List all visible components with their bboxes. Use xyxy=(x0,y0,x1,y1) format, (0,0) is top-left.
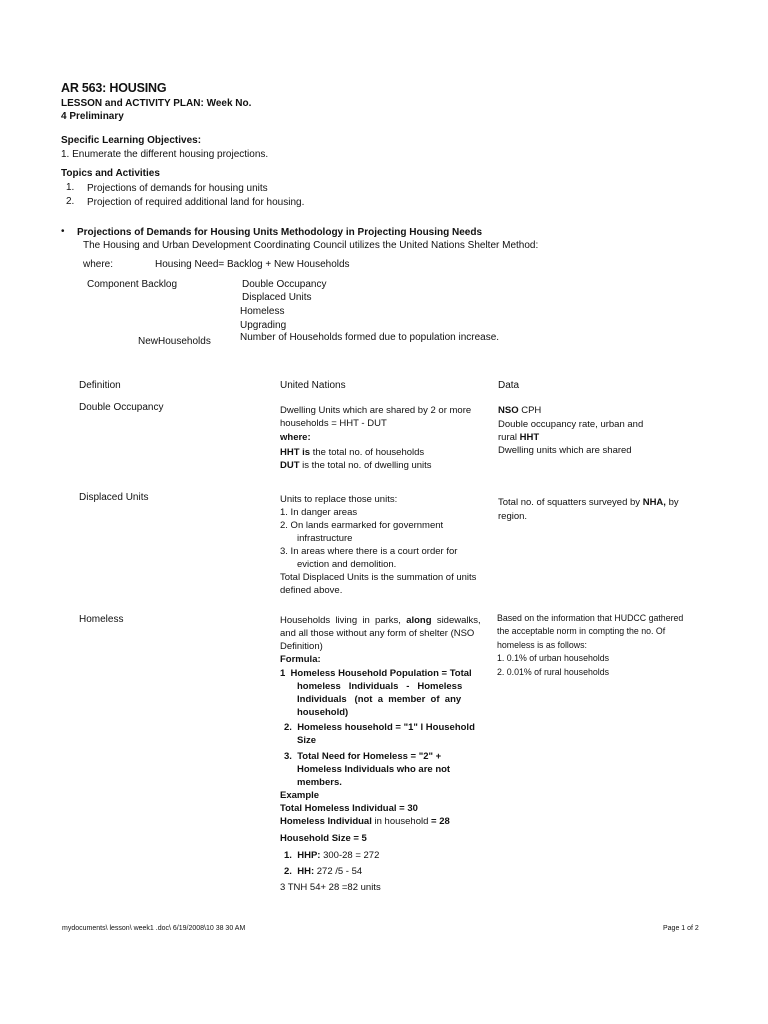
term-definition: the total no. of households xyxy=(310,447,425,458)
formula-step: 3. Total Need for Homeless = "2" + xyxy=(284,751,442,762)
term: DUT xyxy=(280,460,300,471)
calc-line: 272 /5 - 54 xyxy=(314,866,363,877)
cell-line: along xyxy=(406,615,432,626)
objectives-heading: Specific Learning Objectives: xyxy=(61,135,202,146)
calc-line: 300-28 = 272 xyxy=(320,850,380,861)
topic-item: Projections of demands for housing units xyxy=(87,183,268,194)
formula-step: Size xyxy=(297,735,317,746)
calc-num: 1. xyxy=(284,850,292,861)
plan-title-line2: 4 Preliminary xyxy=(61,111,124,122)
cell-line: Double occupancy rate, urban and xyxy=(498,419,644,430)
cell-line: 1. In danger areas xyxy=(280,507,358,518)
cell-line: where: xyxy=(280,432,311,443)
component-item: Homeless xyxy=(240,306,285,317)
formula-step: Homeless Individuals who are not xyxy=(297,764,451,775)
cell-line: defined above. xyxy=(280,585,343,596)
term-definition: is the total no. of dwelling units xyxy=(299,460,432,471)
cell-line: 2. On lands earmarked for government xyxy=(280,520,444,531)
topic-item: Projection of required additional land for housing. xyxy=(87,197,305,208)
topic-num: 2. xyxy=(66,196,75,207)
calc-num: 2. xyxy=(284,866,292,877)
topics-heading: Topics and Activities xyxy=(61,168,160,179)
row-definition-double-occupancy: Double Occupancy xyxy=(79,402,164,413)
formula-label: Formula: xyxy=(280,654,321,665)
table-header-definition: Definition xyxy=(79,380,121,391)
source: NSO xyxy=(498,405,519,416)
component-backlog-label: Component Backlog xyxy=(87,279,178,290)
plan-title-line1: LESSON and ACTIVITY PLAN: Week No. xyxy=(61,98,252,109)
cell-line: homeless is as follows: xyxy=(497,639,587,650)
page-number: Page 1 of 2 xyxy=(663,925,699,932)
component-item: Upgrading xyxy=(240,320,287,331)
example-line: in household xyxy=(371,816,432,827)
example-line: Total Homeless Individual = 30 xyxy=(280,803,418,814)
section-heading: Projections of Demands for Housing Units Methodology in Projecting Housing Needs xyxy=(77,227,483,238)
cell-line: 3. In areas where there is a court order for xyxy=(280,546,458,557)
cell-line: Definition) xyxy=(280,641,323,652)
where-label: where: xyxy=(83,259,114,270)
data-cell-double-occupancy xyxy=(498,404,718,457)
component-item: Displaced Units xyxy=(242,292,312,303)
cell-line: sidewalks, xyxy=(431,615,481,626)
cell-line: Units to replace those units: xyxy=(280,494,398,505)
cell-line: Total no. of squatters surveyed by xyxy=(498,497,643,508)
cell-line: Based on the information that HUDCC gathered xyxy=(497,613,684,623)
new-households-label: NewHouseholds xyxy=(138,336,211,347)
source: NHA, xyxy=(642,497,666,508)
un-cell-homeless xyxy=(280,614,490,894)
formula-step: homeless Individuals - Homeless xyxy=(297,681,463,692)
new-households-description: Number of Households formed due to population increase. xyxy=(240,332,500,343)
cell-line: households = HHT - DUT xyxy=(280,418,387,429)
bullet-icon: • xyxy=(61,226,65,237)
footer-path: mydocuments\ lesson\ week1 .doc\ 6/19/2008\10 38 30 AM xyxy=(62,925,246,932)
example-line: = 28 xyxy=(431,816,450,827)
cell-line: Total Displaced Units is the summation of units xyxy=(280,572,477,583)
component-item: Double Occupancy xyxy=(242,279,327,290)
term: HHT xyxy=(519,432,540,443)
formula-step: household) xyxy=(297,707,349,718)
cell-line: rural xyxy=(498,432,520,443)
housing-need-formula: Housing Need= Backlog + New Households xyxy=(155,259,350,270)
calc-line: 3 TNH 54+ 28 =82 units xyxy=(280,882,381,893)
course-title: AR 563: HOUSING xyxy=(61,81,167,95)
cell-line: infrastructure xyxy=(297,533,353,544)
cell-line: eviction and demolition. xyxy=(297,559,397,570)
calc-term: HHP: xyxy=(297,850,321,861)
row-definition-homeless: Homeless xyxy=(79,614,124,625)
cell-line: 2. 0.01% of rural households xyxy=(497,666,609,677)
table-header-un: United Nations xyxy=(280,380,346,391)
formula-step: 2. Homeless household = "1" l Household xyxy=(284,722,475,733)
term: HHT is xyxy=(280,447,311,458)
cell-line: Households living in parks, xyxy=(280,615,407,626)
topic-num: 1. xyxy=(66,182,75,193)
cell-line: and all those without any form of shelter (NSO xyxy=(280,628,475,639)
un-cell-displaced-units xyxy=(280,493,495,597)
formula-step: members. xyxy=(297,777,342,788)
cell-line: by xyxy=(665,497,679,508)
cell-line: Dwelling units which are shared xyxy=(498,445,632,456)
objective-item: 1. Enumerate the different housing projections. xyxy=(61,149,269,160)
data-cell-displaced-units xyxy=(498,496,718,523)
cell-line: the acceptable norm in compting the no. Of xyxy=(497,626,666,637)
cell-line: 1. 0.1% of urban households xyxy=(497,653,609,664)
section-intro: The Housing and Urban Development Coordinating Council utilizes the United Nations Shelter Method: xyxy=(83,240,539,251)
source-rest: CPH xyxy=(518,405,542,416)
example-line: Household Size = 5 xyxy=(280,833,367,844)
example-line: Homeless Individual xyxy=(280,816,372,827)
data-cell-homeless xyxy=(497,612,722,679)
cell-line: Dwelling Units which are shared by 2 or more xyxy=(280,405,472,416)
row-definition-displaced-units: Displaced Units xyxy=(79,492,149,503)
un-cell-double-occupancy xyxy=(280,404,485,472)
cell-line: region. xyxy=(498,511,528,522)
formula-step: 1 Homeless Household Population = Total xyxy=(280,668,472,679)
table-header-data: Data xyxy=(498,380,520,391)
example-label: Example xyxy=(280,790,320,801)
formula-step: Individuals (not a member of any xyxy=(297,694,462,705)
calc-term: HH: xyxy=(297,866,315,877)
